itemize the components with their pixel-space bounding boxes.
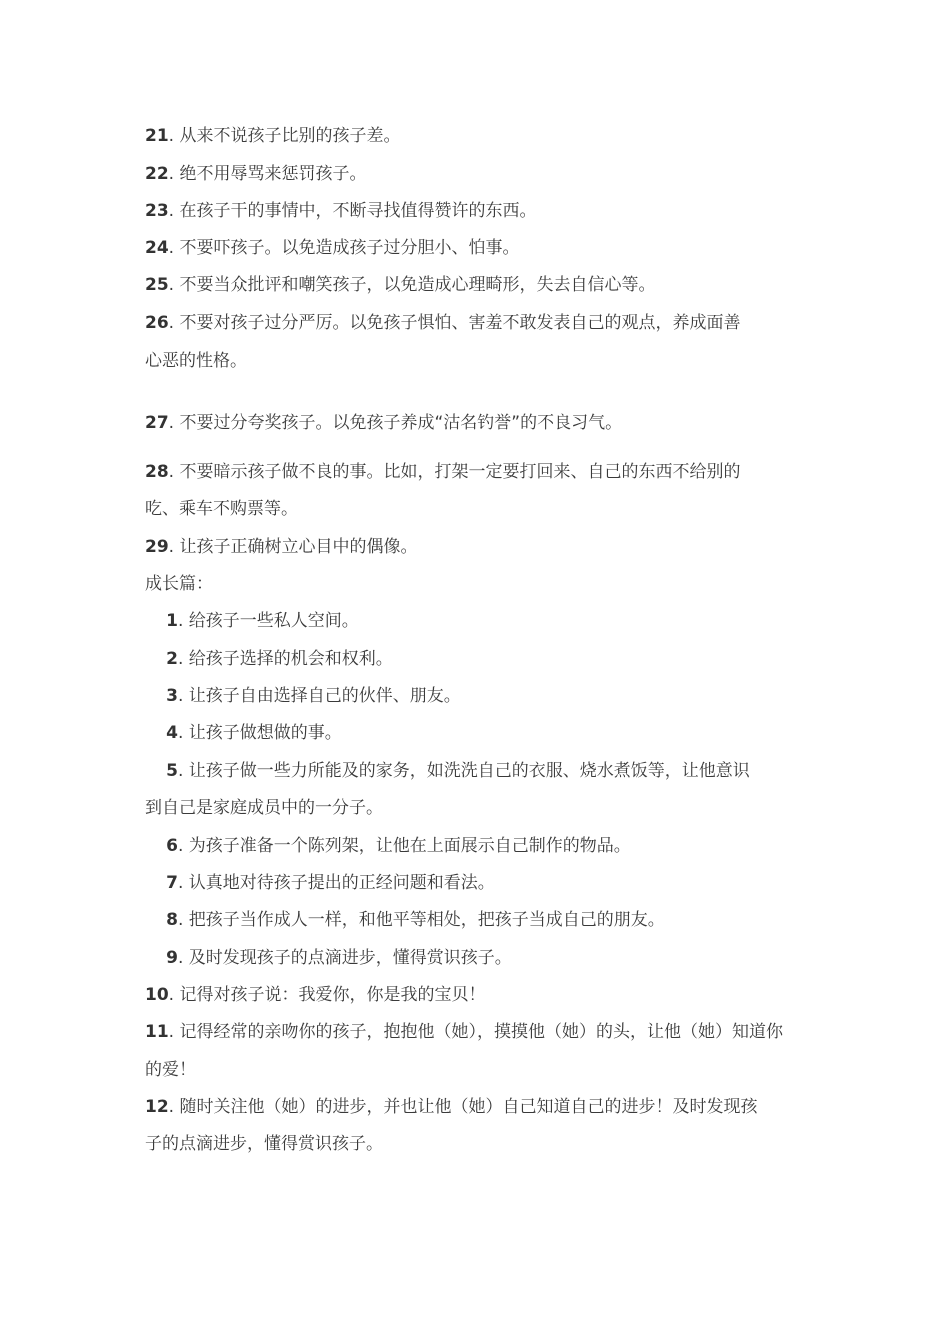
item-text: . 给孩子一些私人空间。 — [178, 611, 359, 631]
item-text: . 不要暗示孩子做不良的事。比如，打架一定要打回来、自己的东西不给别的 — [168, 462, 741, 482]
item-text: . 记得经常的亲吻你的孩子，抱抱他（她），摸摸他（她）的头，让他（她）知道你 — [168, 1022, 783, 1042]
item-number: 5 — [166, 761, 178, 781]
item-text: . 把孩子当作成人一样，和他平等相处，把孩子当成自己的朋友。 — [178, 910, 665, 930]
item-text: . 从来不说孩子比别的孩子差。 — [168, 126, 401, 146]
list-item — [145, 201, 815, 221]
list-item-continuation — [145, 499, 815, 519]
item-number: 24 — [145, 238, 169, 258]
item-number: 11 — [145, 1022, 169, 1042]
list-item — [145, 948, 815, 968]
item-text: . 绝不用辱骂来惩罚孩子。 — [168, 164, 367, 184]
section-heading-text: 成长篇： — [145, 574, 213, 594]
list-item — [145, 413, 815, 433]
item-text: . 不要过分夸奖孩子。以免孩子养成“沽名钓誉”的不良习气。 — [168, 413, 623, 433]
item-number: 28 — [145, 462, 169, 482]
list-item — [145, 611, 815, 631]
item-number: 8 — [166, 910, 178, 930]
item-number: 27 — [145, 413, 169, 433]
list-item — [145, 1022, 815, 1042]
list-item — [145, 537, 815, 557]
item-number: 25 — [145, 275, 169, 295]
item-text: . 不要对孩子过分严厉。以免孩子惧怕、害羞不敢发表自己的观点，养成面善 — [168, 313, 741, 333]
item-text: . 不要吓孩子。以免造成孩子过分胆小、怕事。 — [168, 238, 520, 258]
item-number: 4 — [166, 723, 178, 743]
item-text: . 给孩子选择的机会和权利。 — [178, 649, 393, 669]
list-item-continuation — [145, 798, 815, 818]
item-text: . 认真地对待孩子提出的正经问题和看法。 — [178, 873, 495, 893]
list-item — [145, 1097, 815, 1117]
item-number: 10 — [145, 985, 169, 1005]
item-text: . 在孩子干的事情中，不断寻找值得赞许的东西。 — [168, 201, 537, 221]
item-number: 3 — [166, 686, 178, 706]
item-text-continuation: 吃、乘车不购票等。 — [145, 499, 298, 519]
item-number: 6 — [166, 836, 178, 856]
list-item — [145, 164, 815, 184]
item-text: . 让孩子做一些力所能及的家务，如洗洗自己的衣服、烧水煮饭等，让他意识 — [178, 761, 750, 781]
item-number: 9 — [166, 948, 178, 968]
item-text: . 为孩子准备一个陈列架，让他在上面展示自己制作的物品。 — [178, 836, 631, 856]
item-text: . 让孩子做想做的事。 — [178, 723, 342, 743]
list-item — [145, 985, 815, 1005]
list-item — [145, 686, 815, 706]
list-item — [145, 313, 815, 333]
list-item — [145, 462, 815, 482]
item-text: . 让孩子正确树立心目中的偶像。 — [168, 537, 418, 557]
item-text-continuation: 到自己是家庭成员中的一分子。 — [145, 798, 383, 818]
list-item — [145, 649, 815, 669]
list-item — [145, 275, 815, 295]
item-text: . 记得对孩子说：我爱你，你是我的宝贝！ — [168, 985, 486, 1005]
item-number: 12 — [145, 1097, 169, 1117]
item-text: . 及时发现孩子的点滴进步，懂得赏识孩子。 — [178, 948, 512, 968]
item-text: . 让孩子自由选择自己的伙伴、朋友。 — [178, 686, 461, 706]
item-text: . 不要当众批评和嘲笑孩子，以免造成心理畸形，失去自信心等。 — [168, 275, 656, 295]
item-number: 1 — [166, 611, 178, 631]
list-item — [145, 238, 815, 258]
list-item-continuation — [145, 1060, 815, 1080]
item-number: 29 — [145, 537, 169, 557]
list-item — [145, 126, 815, 146]
item-text: . 随时关注他（她）的进步，并也让他（她）自己知道自己的进步！及时发现孩 — [168, 1097, 758, 1117]
item-text-continuation: 的爱！ — [145, 1060, 196, 1080]
item-number: 22 — [145, 164, 169, 184]
list-item-continuation — [145, 351, 815, 371]
item-number: 7 — [166, 873, 178, 893]
list-item — [145, 910, 815, 930]
list-item — [145, 836, 815, 856]
item-text-continuation: 心恶的性格。 — [145, 351, 247, 371]
list-item-continuation — [145, 1134, 815, 1154]
section-heading — [145, 574, 815, 594]
list-item — [145, 761, 815, 781]
list-item — [145, 723, 815, 743]
item-text-continuation: 子的点滴进步，懂得赏识孩子。 — [145, 1134, 383, 1154]
item-number: 2 — [166, 649, 178, 669]
item-number: 21 — [145, 126, 169, 146]
list-item — [145, 873, 815, 893]
item-number: 26 — [145, 313, 169, 333]
item-number: 23 — [145, 201, 169, 221]
